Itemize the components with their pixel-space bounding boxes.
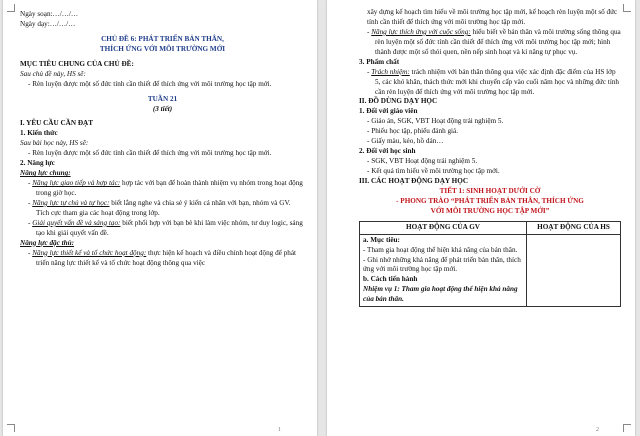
movement-title-line-2: VỚI MÔI TRƯỜNG HỌC TẬP MỚI” xyxy=(430,206,550,215)
margin-corner-mark xyxy=(623,424,631,432)
aim-item: - Tham gia hoạt động thể hiện khả năng của bản thân. xyxy=(363,245,518,254)
knowledge-heading: 1. Kiến thức xyxy=(20,129,58,138)
table-header-hs: HOẠT ĐỘNG CỦA HS xyxy=(527,221,621,234)
quality-text: trách nhiệm với bản thân thông qua việc xác định đặc điểm của HS lớp 5, các khó khăn, thách thức mới khi chuyển cấp vào cuối năm học và những đức tính cần rèn luyện để thích ứng với môi trường học tập mới. xyxy=(375,67,620,96)
continued-text: xây dựng kế hoạch tìm hiểu về môi trường học tập mới, kế hoạch rèn luyện một số đức tính cần thiết để thích ứng với môi trường học tập mới. xyxy=(367,8,618,26)
periods-label: (3 tiết) xyxy=(152,104,173,113)
knowledge-item: - Rèn luyện được một số đức tính cần thiết để thích ứng với môi trường học tập mới. xyxy=(28,149,272,158)
equipment-heading: II. ĐỒ DÙNG DẠY HỌC xyxy=(359,97,438,106)
competence-item: - Giải quyết vấn đề và sáng tạo: biết phối hợp với bạn bè khi làm việc nhóm, tư duy logic, sáng tạo khi giải quyết vấn đề. xyxy=(28,218,303,237)
general-competence-heading: Năng lực chung: xyxy=(20,169,71,178)
competence-heading: 2. Năng lực xyxy=(20,159,55,168)
competence-text: hợp tác với bạn để hoàn thành nhiệm vụ nhóm trong hoạt động trong giờ học. xyxy=(36,179,303,197)
competence-text: thực hiện kế hoạch và điều chỉnh hoạt động để phát triển năng lực thiết kế và tổ chức hoạt động thông qua việc xyxy=(36,248,297,267)
margin-corner-mark xyxy=(7,4,15,12)
margin-corner-mark xyxy=(7,424,15,432)
page-1-content[interactable] xyxy=(20,10,305,269)
aim-heading: a. Mục tiêu: xyxy=(363,235,400,244)
quality-label: Trách nhiệm: xyxy=(371,67,410,76)
student-item: - Kết quả tìm hiểu về môi trường học tập mới. xyxy=(367,167,500,175)
task-1: Nhiệm vụ 1: Tham gia hoạt động thể hiện khả năng của bản thân. xyxy=(363,285,518,304)
competence-text: hiểu biết về bản thân và môi trường sống thông qua rèn luyện một số đức tính cần thiết để thích ứng với môi trường học tập mới; hình thành được một số thói quen, nền nếp sinh hoạt và kỉ năng tự phục vụ. xyxy=(375,27,621,56)
teacher-item: - Giấy màu, kéo, hồ dán… xyxy=(367,137,444,146)
student-item: - SGK, VBT Hoạt động trải nghiệm 5. xyxy=(367,157,478,166)
competence-text: biết lắng nghe và chia sẻ ý kiến cá nhân với bạn, nhóm và GV. Tích cực tham gia các hoạt động trong lớp. xyxy=(36,198,291,217)
requirements-heading: I. YÊU CẦU CẦN ĐẠT xyxy=(20,119,94,128)
adapt-competence-item: - Năng lực thích ứng với cuộc sống: hiểu biết về bản thân và môi trường sống thông qua rèn luyện một số đức tính cần thiết để thích ứng với môi trường học tập mới; hình thành được một số thói quen, nền nếp sinh hoạt và kỉ năng tự phục vụ. xyxy=(367,27,621,56)
competence-text: biết phối hợp với bạn bè khi làm việc nhóm, tư duy logic, sáng tạo khi giải quyết vấn đề. xyxy=(36,218,303,237)
competence-label: Giải quyết vấn đề và sáng tạo: xyxy=(32,218,121,227)
table-header-gv: HOẠT ĐỘNG CỦA GV xyxy=(360,221,527,234)
teacher-item: - Phiếu học tập, phiếu đánh giá. xyxy=(367,127,459,136)
specific-competence-item: - Năng lực thiết kế và tổ chức hoạt động: thực hiện kế hoạch và điều chỉnh hoạt động để phát triển năng lực thiết kế và tổ chức hoạt động thông qua việc xyxy=(28,248,297,267)
date-prepared: Ngày soạn:…/…/… xyxy=(20,10,79,18)
week-label: TUẦN 21 xyxy=(147,94,178,103)
document-page-1 xyxy=(3,0,317,436)
period-title: TIẾT 1: SINH HOẠT DƯỚI CỜ xyxy=(439,186,541,195)
page-number: 1 xyxy=(278,427,281,433)
table-header-row xyxy=(360,221,621,234)
teacher-item-text: Giấy màu, kéo, hồ dán… xyxy=(371,137,444,146)
aim-item: - Ghi nhớ những khả năng để phát triển bản thân, thích ứng với môi trường học tập mới. xyxy=(363,255,521,274)
teacher-item-text: Phiếu học tập, phiếu đánh giá. xyxy=(371,127,459,136)
student-equipment-heading: 2. Đối với học sinh xyxy=(359,147,416,156)
activities-table xyxy=(359,221,621,308)
page-2-content[interactable] xyxy=(359,8,621,307)
knowledge-item-text: Rèn luyện được một số đức tính cần thiết để thích ứng với môi trường học tập mới. xyxy=(32,149,272,158)
table-cell-gv xyxy=(360,234,527,307)
margin-corner-mark xyxy=(623,4,631,12)
student-item-text: Kết quả tìm hiểu về môi trường học tập mới. xyxy=(371,167,500,175)
table-cell-hs xyxy=(527,234,621,307)
competence-label: Năng lực thiết kế và tổ chức hoạt động: xyxy=(32,248,147,257)
activities-heading: III. CÁC HOẠT ĐỘNG DẠY HỌC xyxy=(359,176,469,185)
competence-label: Năng lực giao tiếp và hợp tác: xyxy=(32,179,121,188)
objective-heading: MỤC TIÊU CHUNG CỦA CHỦ ĐỀ: xyxy=(20,59,134,68)
document-page-2 xyxy=(327,0,635,436)
teacher-item-text: Giáo án, SGK, VBT Hoạt động trải nghiệm 5. xyxy=(371,117,504,126)
theme-title-line-1: CHỦ ĐỀ 6: PHÁT TRIỂN BẢN THÂN, xyxy=(101,34,224,43)
teacher-equipment-heading: 1. Đối với giáo viên xyxy=(359,107,418,116)
after-theme-text: Sau chủ đề này, HS sẽ: xyxy=(20,69,86,78)
student-item-text: SGK, VBT Hoạt động trải nghiệm 5. xyxy=(371,157,478,166)
objective-item: - Rèn luyện được một số đức tính cần thiết để thích ứng với môi trường học tập mới. xyxy=(28,79,272,88)
table-row xyxy=(360,234,621,307)
theme-title-line-2: THÍCH ỨNG VỚI MÔI TRƯỜNG MỚI xyxy=(99,44,226,53)
after-lesson-text: Sau bài học này, HS sẽ: xyxy=(20,139,89,148)
competence-item: - Năng lực tự chủ và tự học: biết lắng nghe và chia sẻ ý kiến cá nhân với bạn, nhóm và GV. Tích cực tham gia các hoạt động trong lớp. xyxy=(28,198,291,217)
date-taught: Ngày dạy:…/…/… xyxy=(20,19,76,28)
competence-label: Năng lực thích ứng với cuộc sống: xyxy=(371,27,471,36)
objective-item-text: Rèn luyện được một số đức tính cần thiết để thích ứng với môi trường học tập mới. xyxy=(32,79,272,88)
method-heading: b. Cách tiến hành xyxy=(363,275,418,284)
competence-label: Năng lực tự chủ và tự học: xyxy=(32,198,110,207)
quality-heading: 3. Phẩm chất xyxy=(359,57,400,66)
teacher-item: - Giáo án, SGK, VBT Hoạt động trải nghiệm 5. xyxy=(367,117,504,126)
competence-item: - Năng lực giao tiếp và hợp tác: hợp tác với bạn để hoàn thành nhiệm vụ nhóm trong hoạt động trong giờ học. xyxy=(28,179,303,197)
page-number: 2 xyxy=(596,427,599,433)
movement-title-line-1: - PHONG TRÀO “PHÁT TRIỂN BẢN THÂN, THÍCH ỨNG xyxy=(396,196,584,205)
specific-competence-heading: Năng lực đặc thù: xyxy=(20,238,75,247)
quality-item: - Trách nhiệm: trách nhiệm với bản thân thông qua việc xác định đặc điểm của HS lớp 5, các khó khăn, thách thức mới khi chuyển cấp vào cuối năm học và những đức tính cần rèn luyện để thích ứng với môi trường học tập mới. xyxy=(367,67,620,96)
